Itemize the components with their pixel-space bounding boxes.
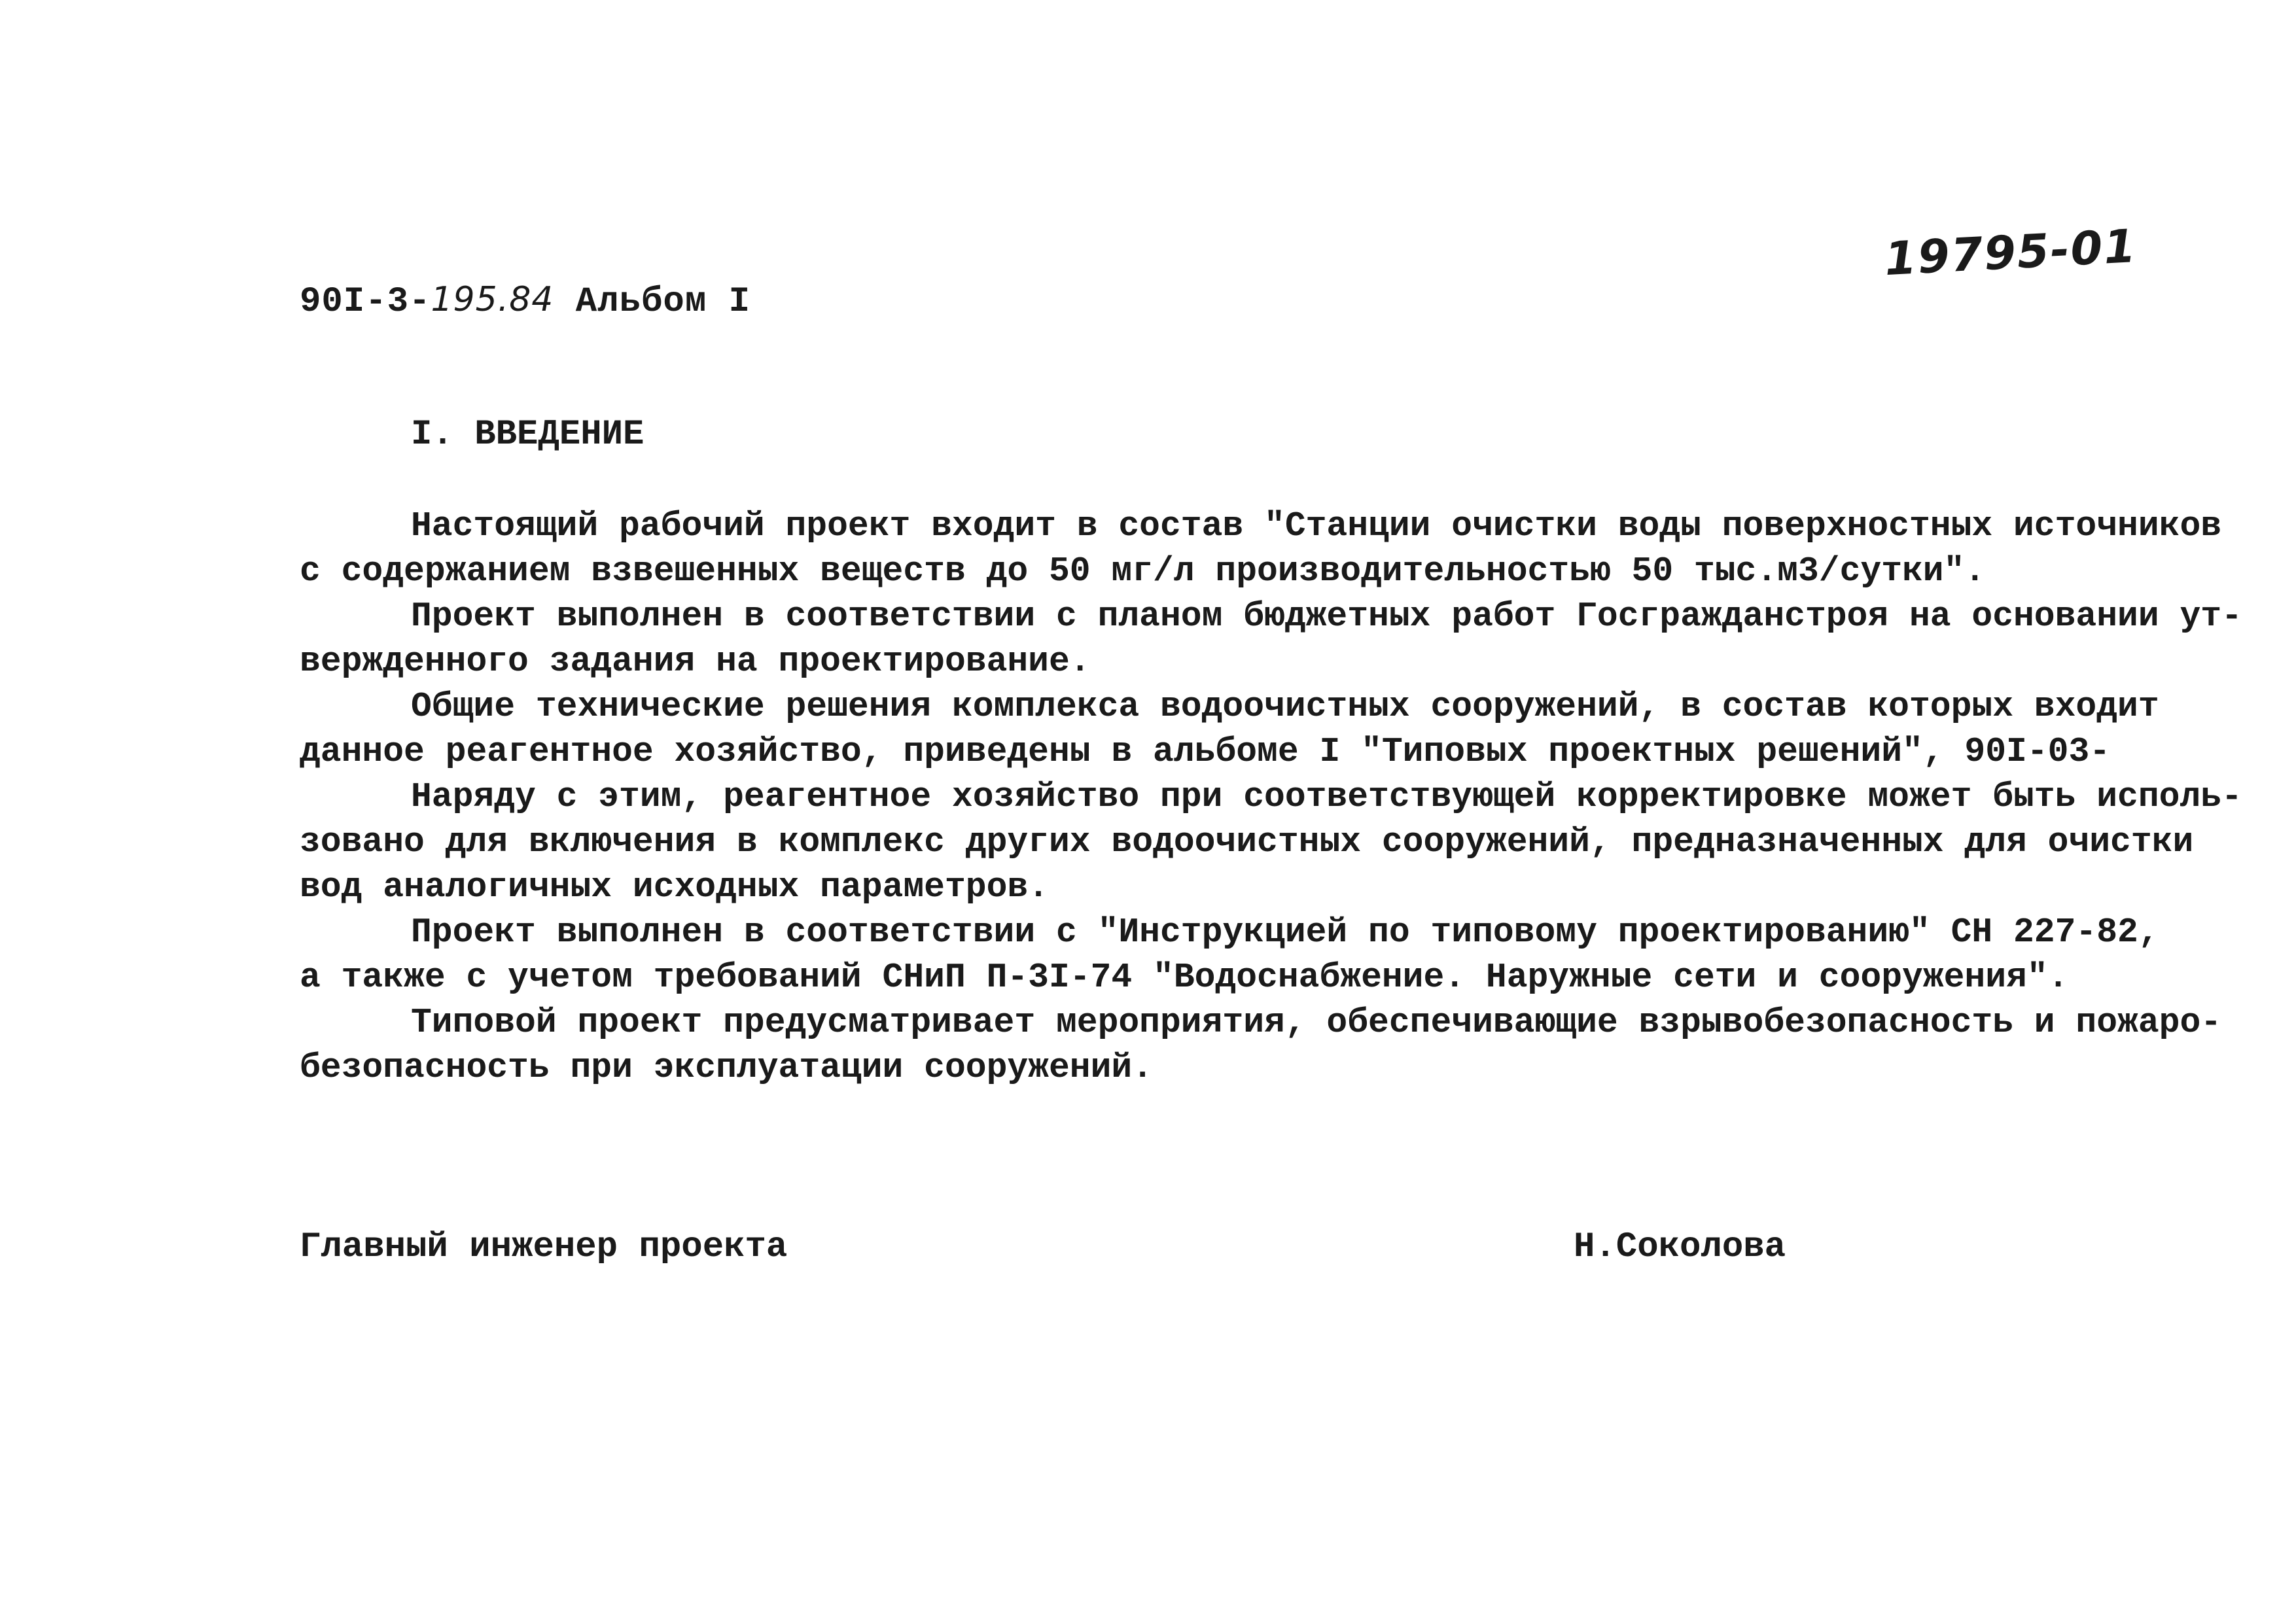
- paragraph-line: вод аналогичных исходных параметров.: [300, 867, 1049, 907]
- section-title: I. ВВЕДЕНИЕ: [411, 415, 645, 455]
- signature-role: Главный инженер проекта: [300, 1227, 788, 1267]
- paragraph-line: с содержанием взвешенных веществ до 50 мг/л производительностью 50 тыс.м3/сутки".: [300, 551, 1986, 591]
- paragraph-line: безопасность при эксплуатации сооружений.: [300, 1048, 1154, 1087]
- document-code: [300, 280, 751, 322]
- paragraph-line: зовано для включения в комплекс других водоочистных сооружений, предназначенных для очистки: [300, 822, 2194, 862]
- album-label: Альбом I: [575, 282, 751, 322]
- paragraph-line: Типовой проект предусматривает мероприятия, обеспечивающие взрывобезопасность и пожаро-: [411, 1003, 2222, 1042]
- document-code-handwritten: 195.84: [431, 280, 554, 319]
- paragraph-line: Наряду с этим, реагентное хозяйство при соответствующей корректировке может быть исполь-: [411, 777, 2242, 816]
- body-text: [300, 504, 2242, 1091]
- paragraph-line: Проект выполнен в соответствии с "Инструкцией по типовому проектированию" СН 227-82,: [411, 913, 2159, 952]
- paragraph-line: Настоящий рабочий проект входит в состав "Станции очистки воды поверхностных источников: [411, 506, 2222, 546]
- paragraph-line: а также с учетом требований СНиП П-3I-74 "Водоснабжение. Наружные сети и сооружения".: [300, 958, 2069, 997]
- paragraph-line: Общие технические решения комплекса водоочистных сооружений, в состав которых входит: [411, 687, 2159, 726]
- paragraph-line: данное реагентное хозяйство, приведены в альбоме I "Типовых проектных решений", 90I-03-: [300, 732, 2111, 771]
- document-code-typed: 90I-3-: [300, 282, 431, 322]
- signature-name: Н.Соколова: [1574, 1227, 1786, 1267]
- inventory-number: 19795-01: [1883, 218, 2138, 287]
- paragraph-line: Проект выполнен в соответствии с планом бюджетных работ Госгражданстроя на основании ут-: [411, 597, 2242, 636]
- paragraph-line: вержденного задания на проектирование.: [300, 642, 1091, 681]
